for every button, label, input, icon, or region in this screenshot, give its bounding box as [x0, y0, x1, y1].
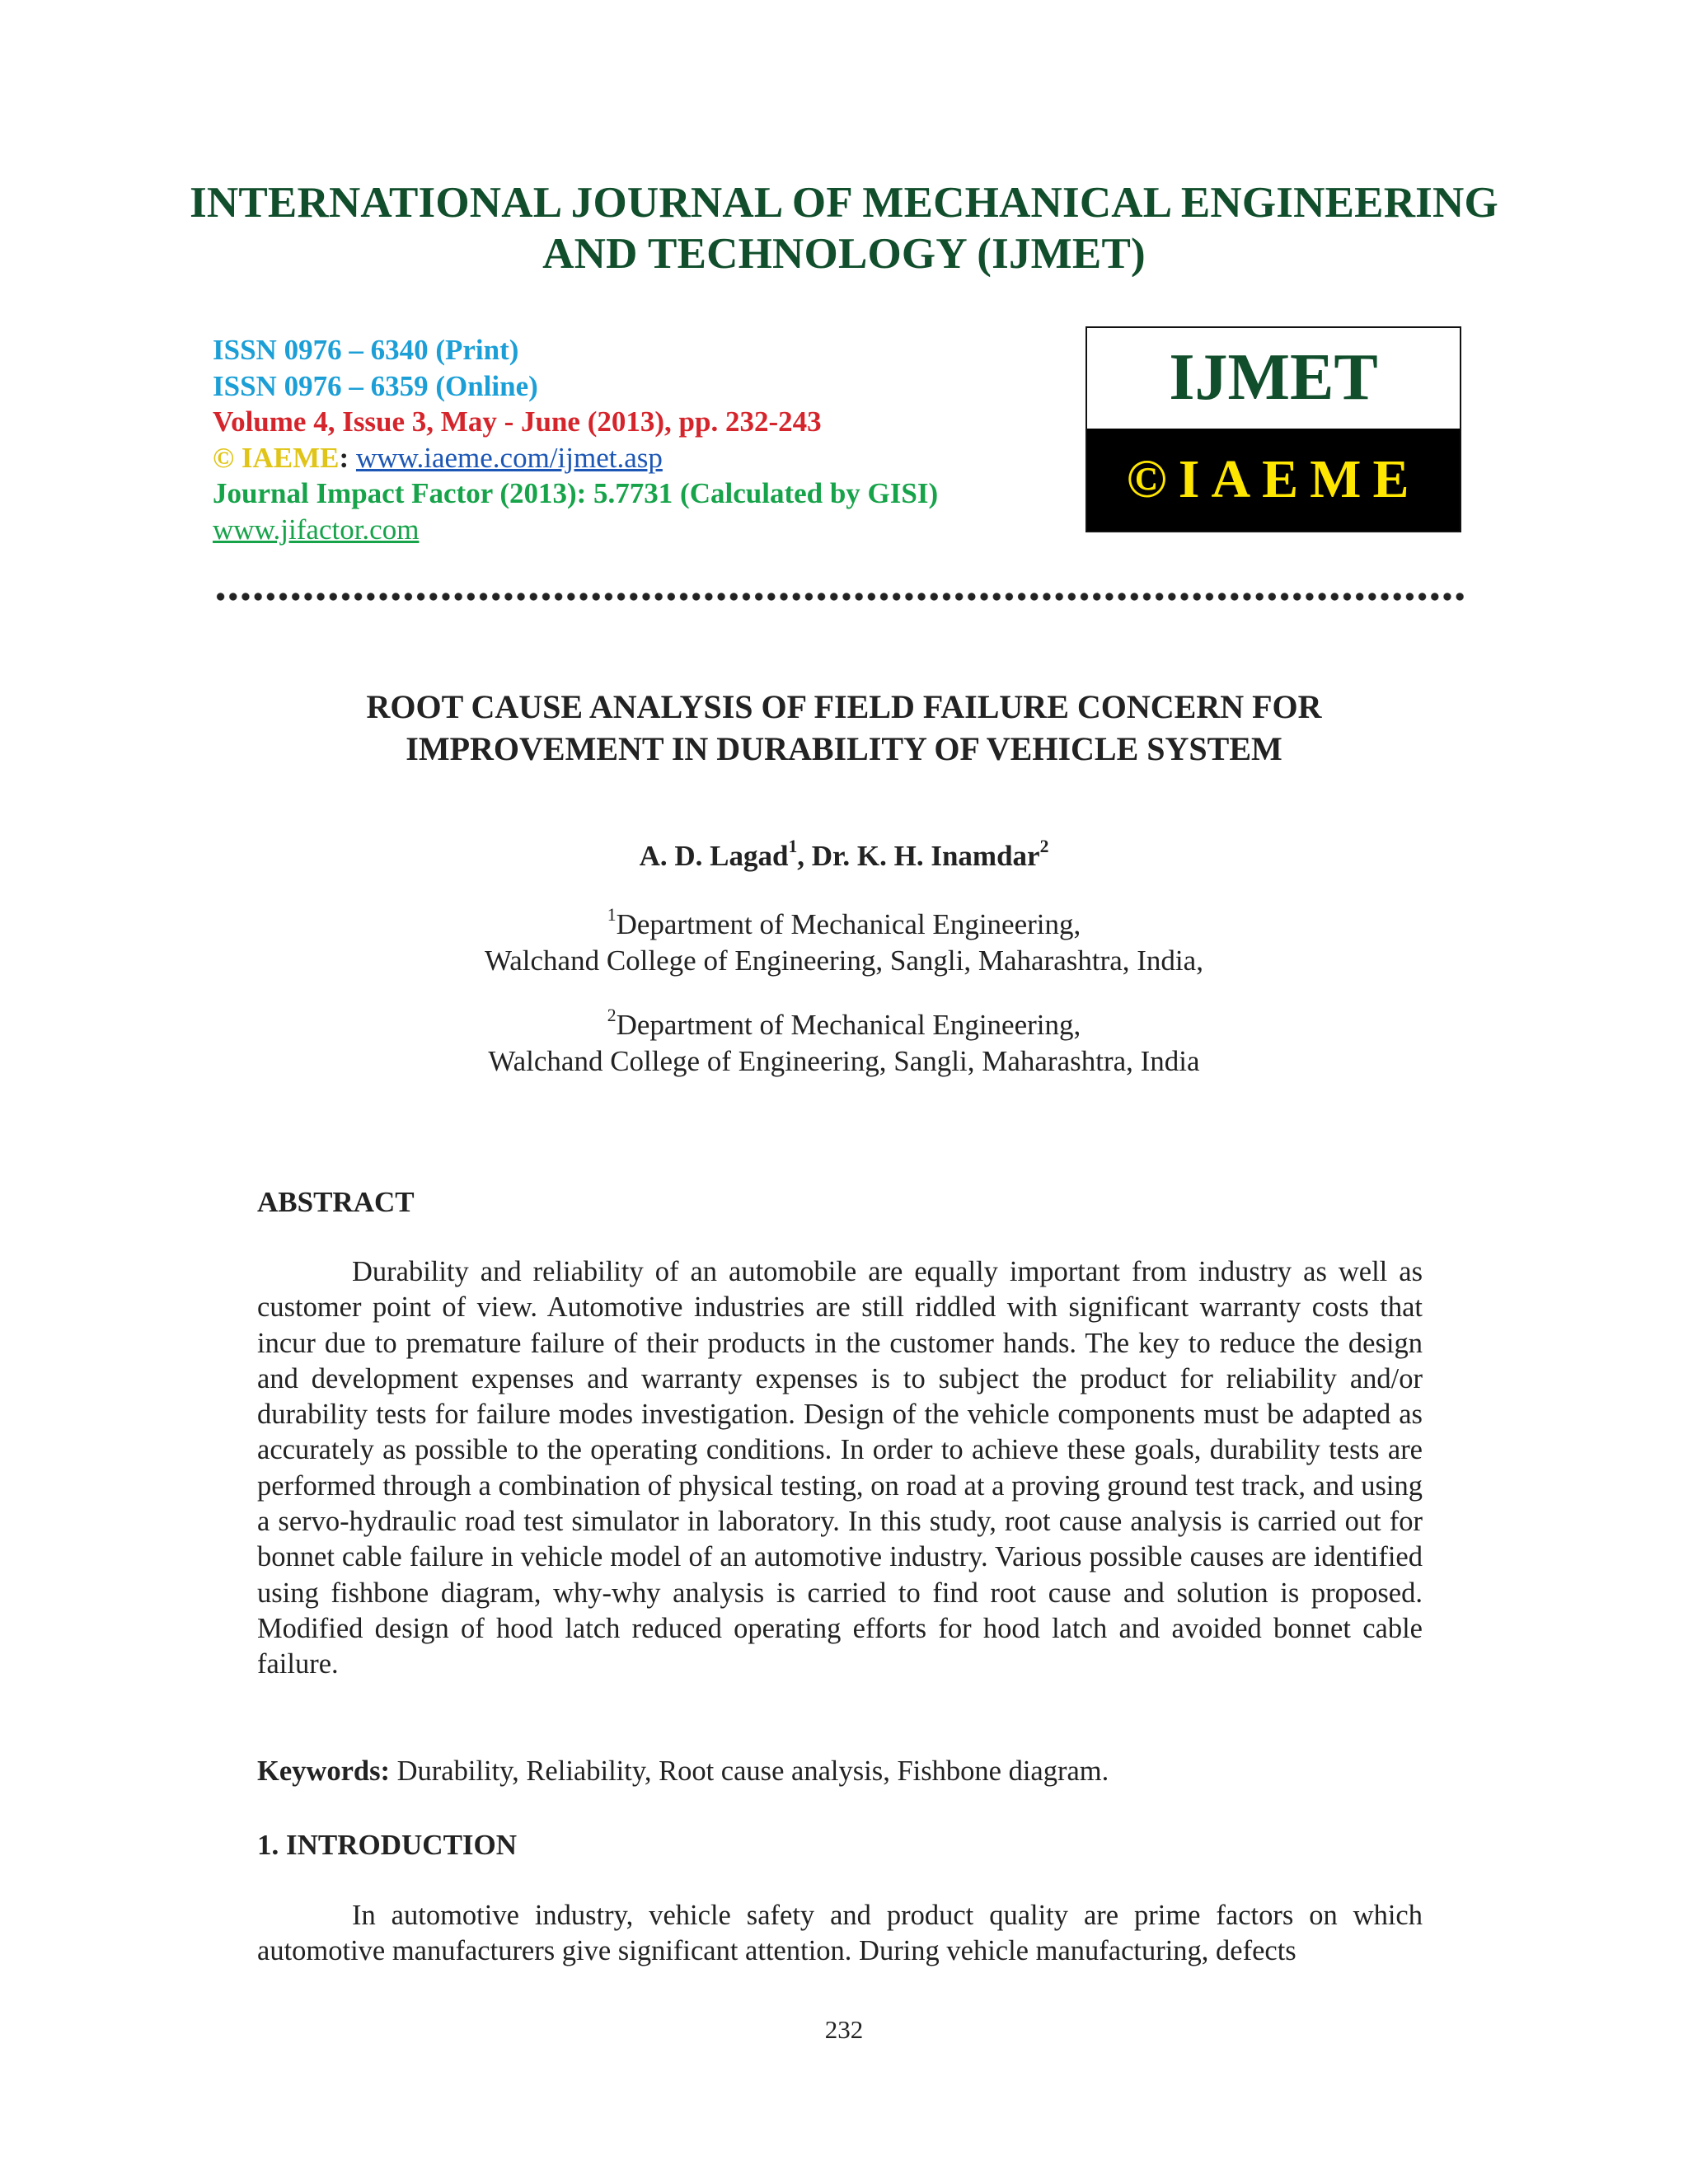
paper-title-line2: IMPROVEMENT IN DURABILITY OF VEHICLE SYSTEM — [406, 730, 1282, 767]
keywords — [257, 1753, 1423, 1789]
dotted-separator — [214, 592, 1464, 602]
author-1: A. D. Lagad — [639, 840, 789, 872]
journal-title-line2: AND TECHNOLOGY (IJMET) — [542, 230, 1146, 278]
impact-factor: Journal Impact Factor (2013): 5.7731 (Calculated by GISI) — [213, 477, 939, 509]
affiliation-1-mark: 1 — [607, 905, 617, 926]
volume-issue: Volume 4, Issue 3, May - June (2013), pp. 232-243 — [213, 405, 822, 438]
authors — [0, 838, 1688, 874]
logo-ijmet-text: IJMET — [1169, 340, 1378, 414]
journal-info-block — [213, 332, 938, 547]
author-1-affil-mark: 1 — [788, 837, 798, 857]
introduction-heading: 1. INTRODUCTION — [257, 1829, 518, 1861]
affiliation-1-college: Walchand College of Engineering, Sangli, Maharashtra, India, — [485, 944, 1203, 977]
author-2: Dr. K. H. Inamdar — [811, 840, 1040, 872]
publisher-line — [213, 440, 938, 476]
logo-iaeme-text: ©IAEME — [1087, 429, 1460, 531]
publisher-name: IAEME — [241, 441, 340, 474]
affiliation-2-college: Walchand College of Engineering, Sangli, Maharashtra, India — [488, 1045, 1200, 1077]
journal-logo — [1085, 326, 1461, 532]
author-separator: , — [797, 840, 812, 872]
affiliation-2-mark: 2 — [607, 1005, 617, 1026]
publisher-colon: : — [339, 441, 356, 474]
affiliation-1-dept: Department of Mechanical Engineering, — [616, 908, 1081, 940]
paper-title — [0, 686, 1688, 770]
paper-title-line1: ROOT CAUSE ANALYSIS OF FIELD FAILURE CONCERN FOR — [366, 688, 1322, 725]
journal-title-line1: INTERNATIONAL JOURNAL OF MECHANICAL ENGINEERING — [190, 179, 1498, 227]
abstract-heading: ABSTRACT — [257, 1186, 415, 1218]
affiliation-2 — [0, 1007, 1688, 1080]
keywords-list: Durability, Reliability, Root cause analysis, Fishbone diagram. — [389, 1755, 1109, 1787]
impact-factor-link[interactable]: www.jifactor.com — [213, 513, 420, 546]
issn-print: ISSN 0976 – 6340 (Print) — [213, 334, 519, 366]
author-2-affil-mark: 2 — [1039, 837, 1049, 857]
affiliation-1 — [0, 907, 1688, 979]
introduction-text: In automotive industry, vehicle safety and product quality are prime factors on which automotive manufacturers give significant attention. During vehicle manufacturing, defects — [257, 1900, 1423, 1967]
page-number: 232 — [824, 2015, 864, 2044]
publisher-link[interactable]: www.iaeme.com/ijmet.asp — [355, 441, 663, 474]
copyright-symbol: © — [213, 441, 235, 474]
abstract-text: Durability and reliability of an automobile are equally important from industry as well as customer point of view. Automotive industries are still riddled with significant warranty costs that incur due to premature failure of their products in the customer hands. The key to reduce the design and development expenses and warranty expenses is to subject the product for reliability and/or durability tests for failure modes investigation. Design of the vehicle components must be adapted as accurately as possible to the operating conditions. In order to achieve these goals, durability tests are performed through a combination of physical testing, on road at a proving ground test track, and using a servo-hydraulic road test simulator in laboratory. In this study, root cause analysis is carried out for bonnet cable failure in vehicle model of an automotive industry. Various possible causes are identified using fishbone diagram, why-why analysis is carried to find root cause and solution is proposed. Modified design of hood latch reduced operating efforts for hood latch and avoided bonnet cable failure. — [257, 1256, 1423, 1680]
issn-online: ISSN 0976 – 6359 (Online) — [213, 369, 538, 402]
affiliation-2-dept: Department of Mechanical Engineering, — [616, 1009, 1081, 1041]
journal-title — [0, 177, 1688, 279]
keywords-label: Keywords: — [257, 1755, 390, 1787]
